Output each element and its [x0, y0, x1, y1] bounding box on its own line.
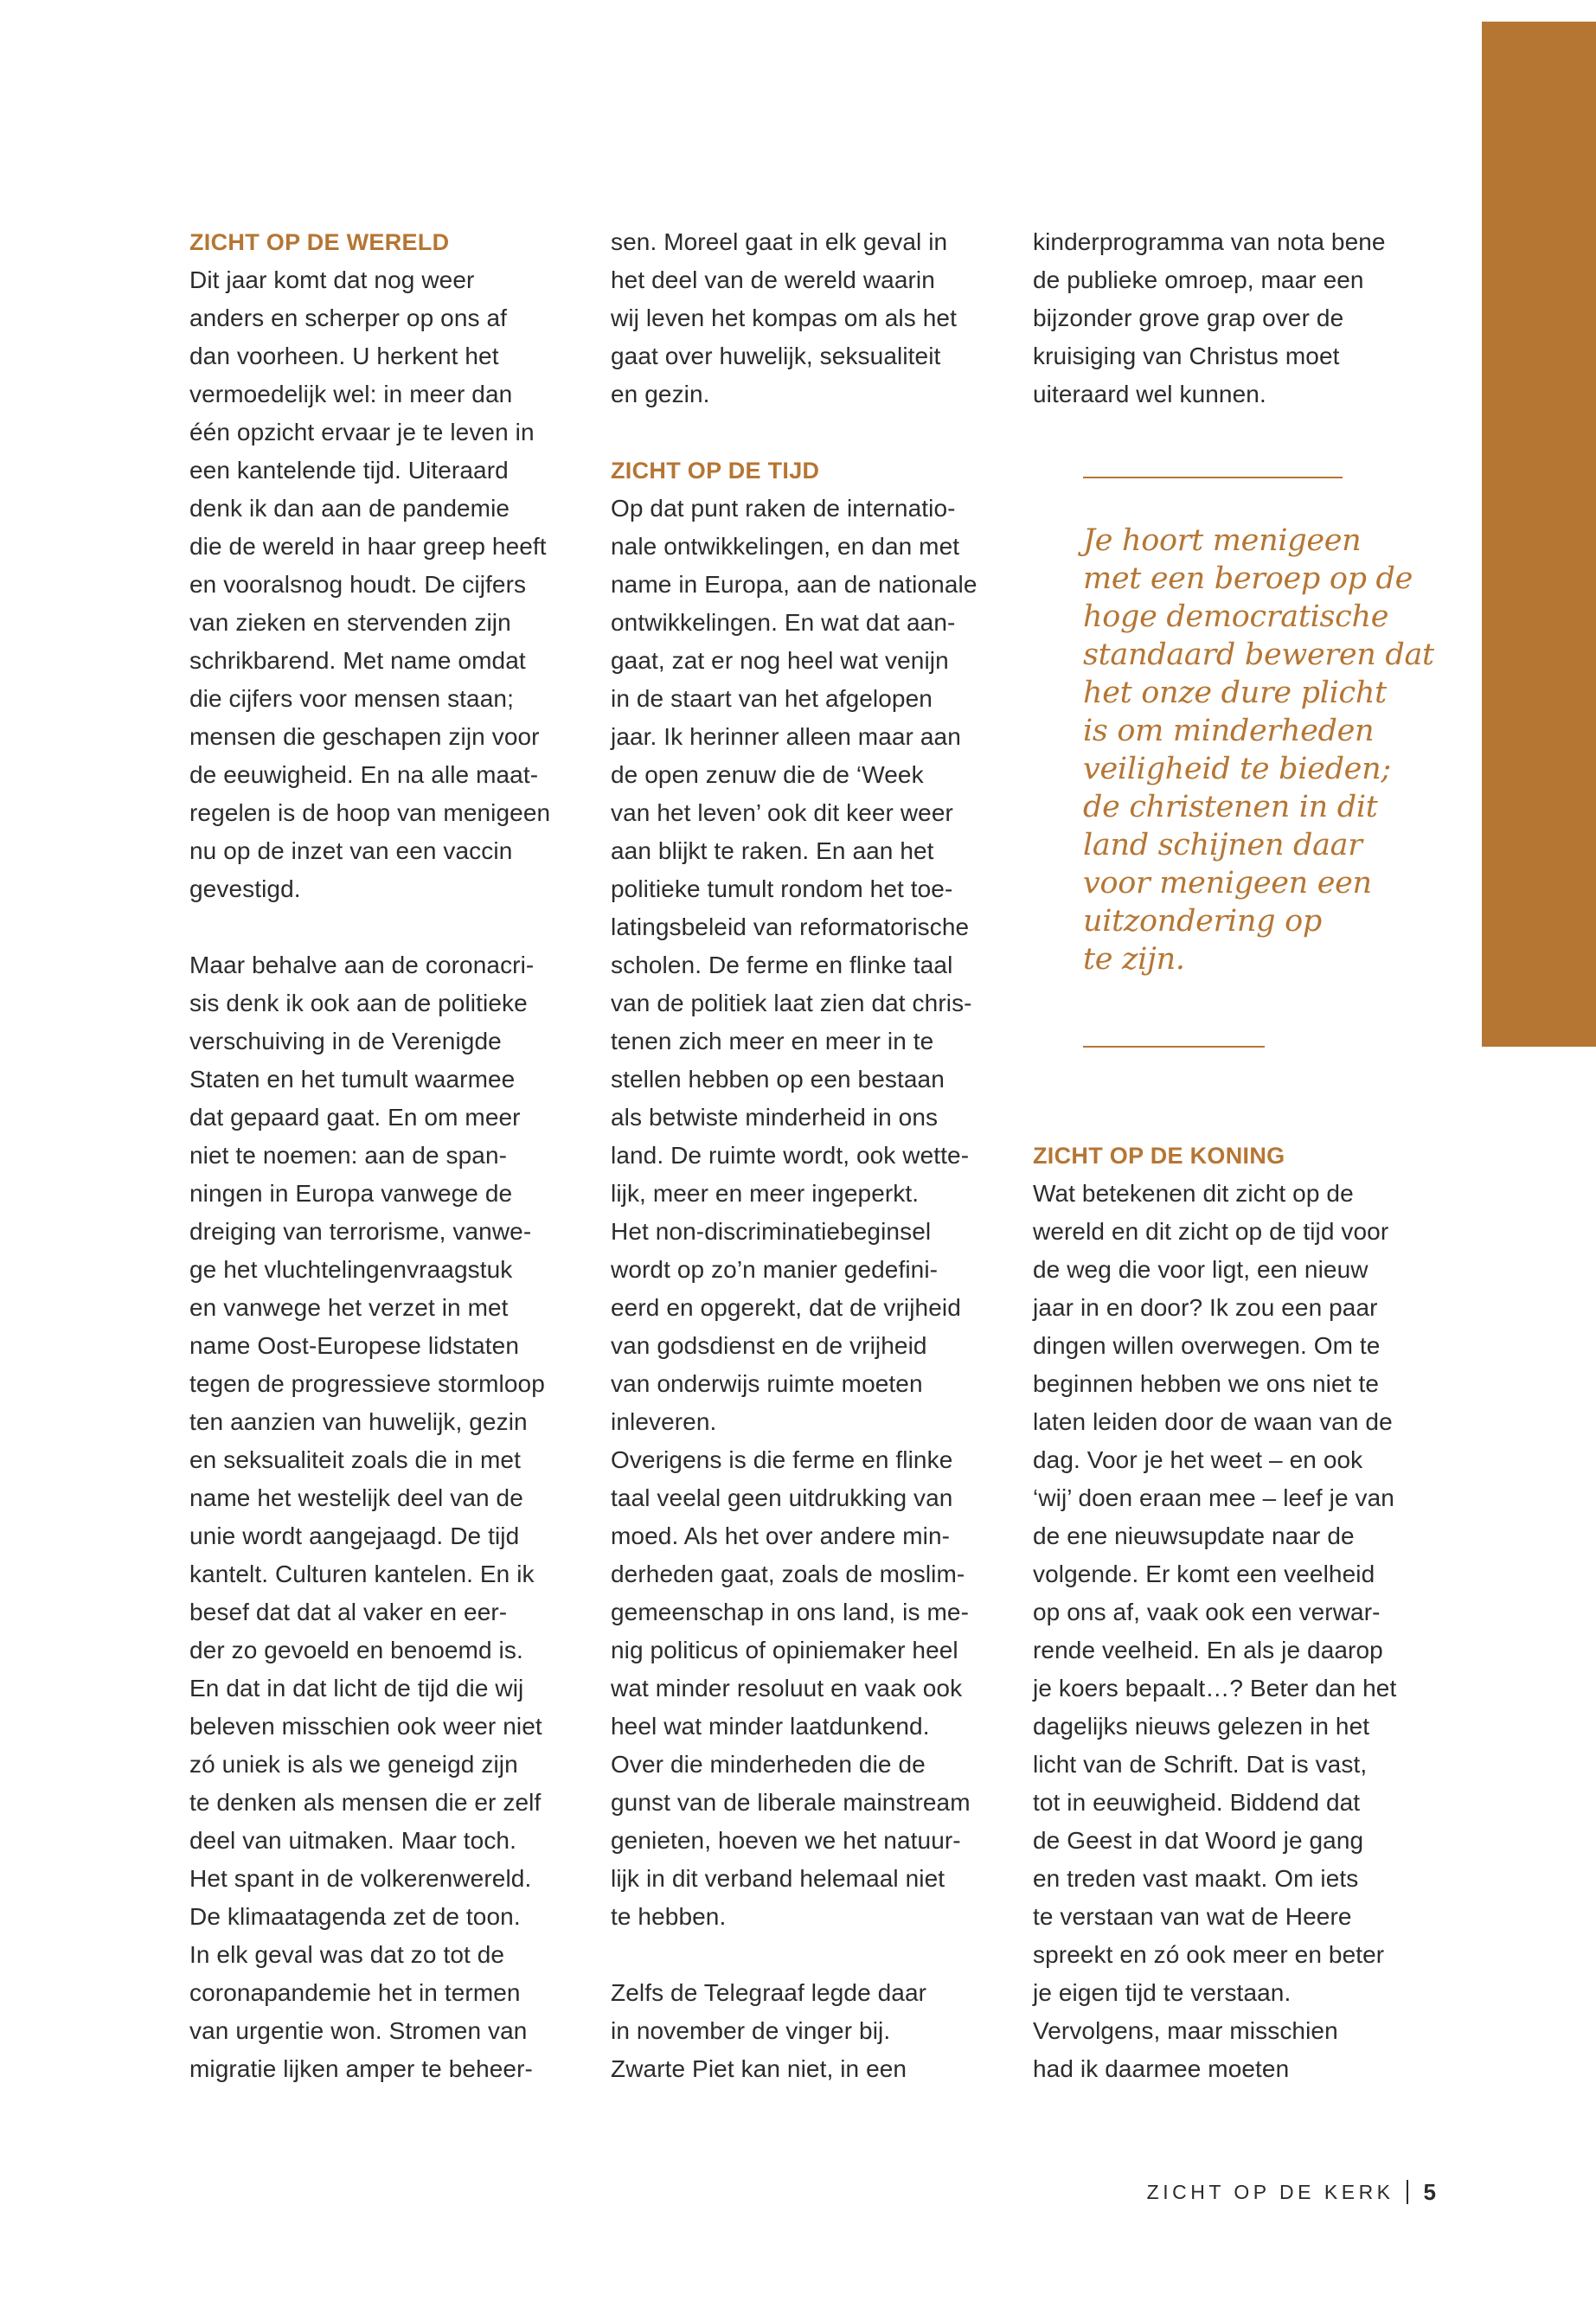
quote-line: Je hoort menigeen	[1083, 523, 1362, 558]
paragraph	[1033, 223, 1413, 413]
text-line: verschuiving in de Verenigde	[189, 1028, 502, 1054]
column-2	[611, 223, 991, 2088]
quote-line: is om minderheden	[1083, 714, 1375, 748]
quote-line: hoge democratische	[1083, 599, 1389, 634]
text-line: ‘wij’ doen eraan mee – leef je van	[1033, 1484, 1394, 1511]
text-line: Zelfs de Telegraaf legde daar	[611, 1979, 927, 2006]
text-line: en seksualiteit zoals die in met	[189, 1446, 521, 1473]
text-line: nu op de inzet van een vaccin	[189, 837, 513, 864]
quote-line: met een beroep op de	[1083, 561, 1413, 596]
pull-quote-top-rule	[1083, 477, 1343, 478]
text-line: ge het vluchtelingenvraagstuk	[189, 1256, 513, 1283]
text-line: dat gepaard gaat. En om meer	[189, 1104, 521, 1131]
text-line: in de staart van het afgelopen	[611, 685, 933, 712]
text-line: gemeenschap in ons land, is me-	[611, 1599, 969, 1625]
text-line: unie wordt aangejaagd. De tijd	[189, 1522, 520, 1549]
text-line: besef dat dat al vaker en eer-	[189, 1599, 508, 1625]
text-line: op ons af, vaak ook een verwar-	[1033, 1599, 1381, 1625]
text-line: en vanwege het verzet in met	[189, 1294, 509, 1321]
text-line: dagelijks nieuws gelezen in het	[1033, 1713, 1370, 1740]
text-line: name het westelijk deel van de	[189, 1484, 523, 1511]
text-line: stellen hebben op een bestaan	[611, 1066, 945, 1093]
text-line: gaat, zat er nog heel wat venijn	[611, 647, 949, 674]
text-line: kinderprogramma van nota bene	[1033, 228, 1386, 255]
text-line: jaar. Ik herinner alleen maar aan	[611, 723, 961, 750]
text-line: de Geest in dat Woord je gang	[1033, 1827, 1364, 1854]
column-3	[1033, 223, 1413, 413]
pull-quote	[1083, 522, 1455, 978]
quote-line: de christenen in dit	[1083, 790, 1378, 824]
text-line: Op dat punt raken de internatio-	[611, 495, 956, 522]
text-line: van urgentie won. Stromen van	[189, 2017, 528, 2044]
publication-title: ZICHT OP DE KERK	[1146, 2180, 1394, 2203]
text-line: de eeuwigheid. En na alle maat-	[189, 761, 539, 788]
text-line: bijzonder grove grap over de	[1033, 304, 1344, 331]
text-line: coronapandemie het in termen	[189, 1979, 521, 2006]
text-line: kruisiging van Christus moet	[1033, 343, 1340, 369]
text-line: kantelt. Culturen kantelen. En ik	[189, 1561, 535, 1587]
text-line: name in Europa, aan de nationale	[611, 571, 977, 598]
text-line: In elk geval was dat zo tot de	[189, 1941, 505, 1968]
text-line: nale ontwikkelingen, en dan met	[611, 533, 960, 560]
text-line: Het spant in de volkerenwereld.	[189, 1865, 532, 1892]
text-line: de ene nieuwsupdate naar de	[1033, 1522, 1355, 1549]
text-line: der zo gevoeld en benoemd is.	[189, 1637, 523, 1663]
text-line: derheden gaat, zoals de moslim-	[611, 1561, 965, 1587]
text-line: de weg die voor ligt, een nieuw	[1033, 1256, 1368, 1283]
text-line: spreekt en zó ook meer en beter	[1033, 1941, 1385, 1968]
page-number: 5	[1423, 2178, 1436, 2205]
text-line: te denken als mensen die er zelf	[189, 1789, 542, 1816]
text-line: ontwikkelingen. En wat dat aan-	[611, 609, 956, 636]
text-line: Dit jaar komt dat nog weer	[189, 266, 475, 293]
quote-line: land schijnen daar	[1083, 828, 1362, 862]
text-line: van het leven’ ook dit keer weer	[611, 799, 953, 826]
column-1	[189, 223, 570, 2088]
text-line: dreiging van terrorisme, vanwe-	[189, 1218, 532, 1245]
section-heading-koning: ZICHT OP DE KONING	[1033, 1143, 1285, 1169]
text-line: te verstaan van wat de Heere	[1033, 1903, 1352, 1930]
text-line: Over die minderheden die de	[611, 1751, 926, 1778]
text-line: Maar behalve aan de coronacri-	[189, 952, 535, 978]
text-line: beleven misschien ook weer niet	[189, 1713, 542, 1740]
text-line: van zieken en stervenden zijn	[189, 609, 511, 636]
text-line: taal veelal geen uitdrukking van	[611, 1484, 953, 1511]
text-line: Wat betekenen dit zicht op de	[1033, 1180, 1354, 1207]
text-line: scholen. De ferme en flinke taal	[611, 952, 953, 978]
text-line: regelen is de hoop van menigeen	[189, 799, 551, 826]
text-line: van godsdienst en de vrijheid	[611, 1332, 927, 1359]
quote-line: standaard beweren dat	[1083, 638, 1434, 672]
paragraph	[1033, 1175, 1413, 2088]
text-line: laten leiden door de waan van de	[1033, 1408, 1393, 1435]
text-line: die de wereld in haar greep heeft	[189, 533, 547, 560]
text-line: en treden vast maakt. Om iets	[1033, 1865, 1359, 1892]
text-line: een kantelende tijd. Uiteraard	[189, 457, 509, 484]
text-line: van onderwijs ruimte moeten	[611, 1370, 923, 1397]
text-line: moed. Als het over andere min-	[611, 1522, 951, 1549]
text-line: rende veelheid. En als je daarop	[1033, 1637, 1383, 1663]
paragraph	[611, 223, 991, 413]
text-line: Het non-discriminatiebeginsel	[611, 1218, 932, 1245]
text-line: gunst van de liberale mainstream	[611, 1789, 971, 1816]
text-line: wat minder resoluut en vaak ook	[611, 1675, 963, 1702]
text-line: Vervolgens, maar misschien	[1033, 2017, 1338, 2044]
paragraph	[611, 490, 991, 1936]
text-line: beginnen hebben we ons niet te	[1033, 1370, 1379, 1397]
text-line: land. De ruimte wordt, ook wette-	[611, 1142, 970, 1169]
text-line: ningen in Europa vanwege de	[189, 1180, 513, 1207]
text-line: politieke tumult rondom het toe-	[611, 875, 953, 902]
text-line: tenen zich meer en meer in te	[611, 1028, 934, 1054]
text-line: lijk in dit verband helemaal niet	[611, 1865, 945, 1892]
paragraph	[189, 946, 570, 2088]
text-line: wordt op zo’n manier gedefini-	[611, 1256, 939, 1283]
text-line: je koers bepaalt…? Beter dan het	[1033, 1675, 1397, 1702]
text-line: sis denk ik ook aan de politieke	[189, 990, 528, 1016]
text-line: te hebben.	[611, 1903, 727, 1930]
text-line: aan blijkt te raken. En aan het	[611, 837, 934, 864]
quote-line: voor menigeen een	[1083, 866, 1372, 901]
text-line: de open zenuw die de ‘Week	[611, 761, 924, 788]
text-line: nig politicus of opiniemaker heel	[611, 1637, 958, 1663]
text-line: genieten, hoeven we het natuur-	[611, 1827, 961, 1854]
text-line: dag. Voor je het weet – en ook	[1033, 1446, 1363, 1473]
text-line: inleveren.	[611, 1408, 717, 1435]
text-line: lijk, meer en meer ingeperkt.	[611, 1180, 920, 1207]
footer-divider	[1407, 2180, 1408, 2204]
text-line: wij leven het kompas om als het	[611, 304, 957, 331]
text-line: vermoedelijk wel: in meer dan	[189, 381, 513, 407]
quote-line: veiligheid te bieden;	[1083, 752, 1391, 786]
text-line: had ik daarmee moeten	[1033, 2055, 1290, 2082]
text-line: wereld en dit zicht op de tijd voor	[1033, 1218, 1389, 1245]
text-line: En dat in dat licht de tijd die wij	[189, 1675, 524, 1702]
text-line: van de politiek laat zien dat chris-	[611, 990, 972, 1016]
text-line: jaar in en door? Ik zou een paar	[1033, 1294, 1378, 1321]
quote-line: te zijn.	[1083, 942, 1185, 977]
quote-line: uitzondering op	[1083, 904, 1322, 939]
text-line: heel wat minder laatdunkend.	[611, 1713, 930, 1740]
text-line: latingsbeleid van reformatorische	[611, 913, 970, 940]
text-line: het deel van de wereld waarin	[611, 266, 935, 293]
text-line: migratie lijken amper te beheer-	[189, 2055, 533, 2082]
text-line: sen. Moreel gaat in elk geval in	[611, 228, 948, 255]
text-line: Staten en het tumult waarmee	[189, 1066, 516, 1093]
text-line: deel van uitmaken. Maar toch.	[189, 1827, 516, 1854]
text-line: uiteraard wel kunnen.	[1033, 381, 1266, 407]
text-line: en vooralsnog houdt. De cijfers	[189, 571, 527, 598]
page-footer	[1147, 2175, 1436, 2209]
text-line: De klimaatagenda zet de toon.	[189, 1903, 521, 1930]
text-line: denk ik dan aan de pandemie	[189, 495, 510, 522]
text-line: anders en scherper op ons af	[189, 304, 508, 331]
paragraph	[611, 1974, 991, 2088]
text-line: Overigens is die ferme en flinke	[611, 1446, 953, 1473]
pull-quote-bottom-rule	[1083, 1046, 1265, 1048]
text-line: als betwiste minderheid in ons	[611, 1104, 939, 1131]
text-line: schrikbarend. Met name omdat	[189, 647, 526, 674]
text-line: zó uniek is als we geneigd zijn	[189, 1751, 518, 1778]
quote-line: het onze dure plicht	[1083, 676, 1387, 710]
text-line: licht van de Schrift. Dat is vast,	[1033, 1751, 1368, 1778]
text-line: name Oost-Europese lidstaten	[189, 1332, 520, 1359]
text-line: en gezin.	[611, 381, 710, 407]
text-line: gaat over huwelijk, seksualiteit	[611, 343, 941, 369]
text-line: niet te noemen: aan de span-	[189, 1142, 508, 1169]
text-line: dingen willen overwegen. Om te	[1033, 1332, 1381, 1359]
text-line: mensen die geschapen zijn voor	[189, 723, 540, 750]
text-line: ten aanzien van huwelijk, gezin	[189, 1408, 528, 1435]
text-line: eerd en opgerekt, dat de vrijheid	[611, 1294, 961, 1321]
text-line: volgende. Er komt een veelheid	[1033, 1561, 1375, 1587]
section-heading-wereld: ZICHT OP DE WERELD	[189, 229, 450, 255]
text-line: gevestigd.	[189, 875, 301, 902]
column-3-lower	[1033, 1137, 1413, 2088]
text-line: Zwarte Piet kan niet, in een	[611, 2055, 907, 2082]
text-line: tot in eeuwigheid. Biddend dat	[1033, 1789, 1361, 1816]
text-line: in november de vinger bij.	[611, 2017, 891, 2044]
decorative-side-bar	[1482, 22, 1596, 1047]
text-line: je eigen tijd te verstaan.	[1033, 1979, 1292, 2006]
text-line: één opzicht ervaar je te leven in	[189, 419, 535, 445]
text-line: tegen de progressieve stormloop	[189, 1370, 545, 1397]
text-line: dan voorheen. U herkent het	[189, 343, 499, 369]
text-line: die cijfers voor mensen staan;	[189, 685, 514, 712]
section-heading-tijd: ZICHT OP DE TIJD	[611, 458, 820, 484]
text-line: de publieke omroep, maar een	[1033, 266, 1364, 293]
paragraph	[189, 261, 570, 908]
